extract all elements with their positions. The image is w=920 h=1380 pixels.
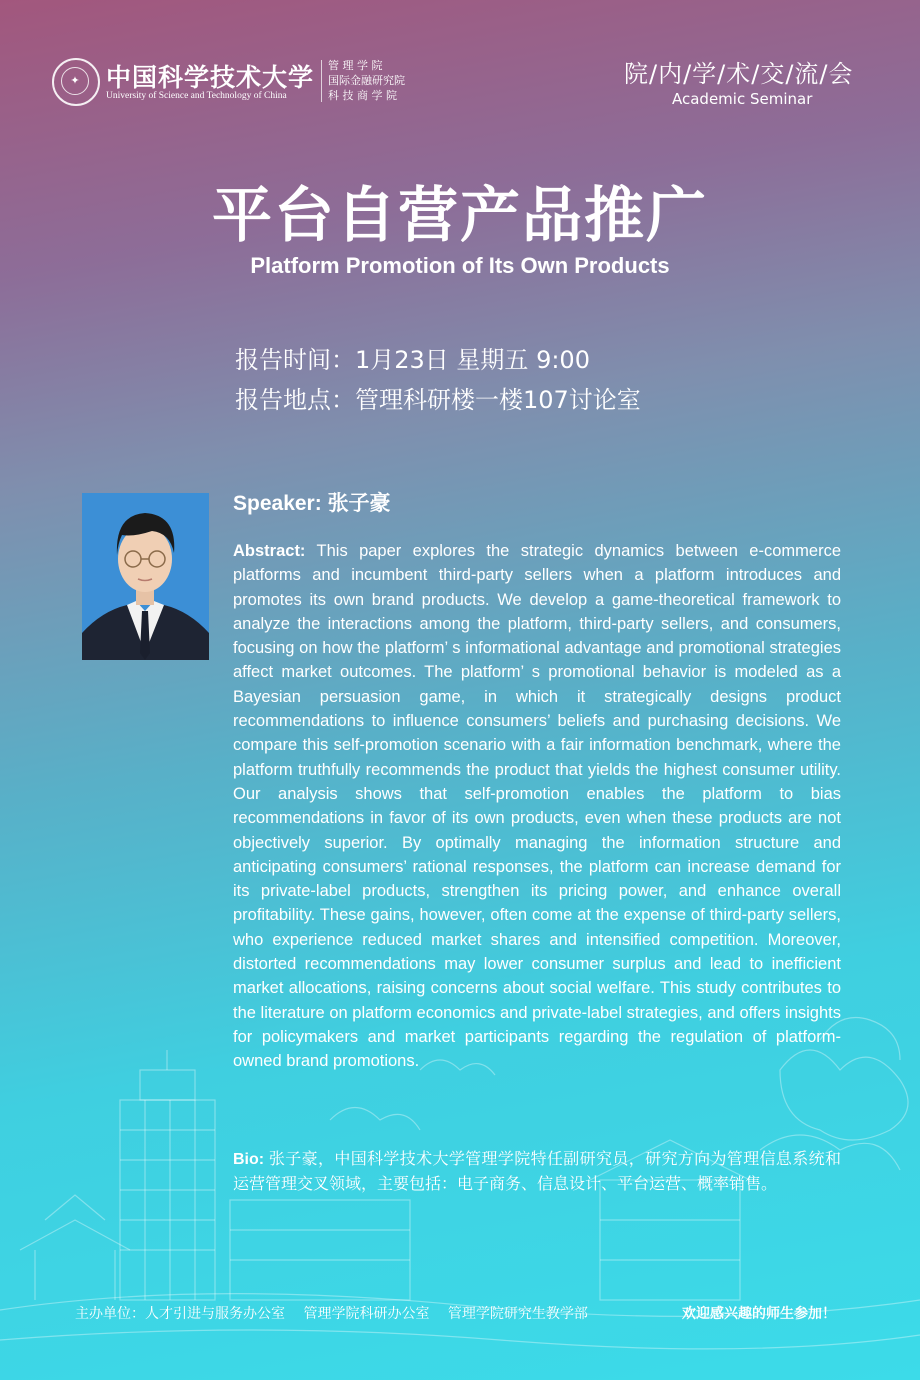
speaker-name: 张子豪 [327,492,391,515]
seminar-title-en: Academic Seminar [672,90,813,108]
logo-divider [321,60,322,102]
abstract-label: Abstract: [233,542,306,560]
university-name-cn: 中国科学技术大学 [106,63,315,92]
bio-text: 张子豪，中国科学技术大学管理学院特任副研究员，研究方向为管理信息系统和运营管理交叉领域，主要包括：电子商务、信息设计、平台运营、概率销售。 [233,1151,841,1193]
organizer-2: 管理学院科研办公室 [303,1306,430,1322]
talk-title-en: Platform Promotion of Its Own Products [250,253,670,278]
bio-block [233,1148,841,1197]
seminar-title-cn: 院/内/学/术/交/流/会 [624,60,854,88]
school-names [328,58,405,103]
speaker-label: Speaker: [233,492,322,515]
talk-title-cn: 平台自营产品推广 [212,181,708,251]
school-name-line: 科 技 商 学 院 [328,89,397,102]
talk-time: 报告时间：1月23日 星期五 9:00 [235,346,590,374]
university-seal-logo [52,58,100,106]
university-name-en: University of Science and Technology of China [106,91,287,101]
organizer-3: 管理学院研究生教学部 [447,1306,588,1322]
speaker-line [233,487,391,517]
seal-inner-ring: ✦ [61,67,89,95]
abstract-block [233,539,841,1074]
school-name-line: 国际金融研究院 [328,74,405,87]
bio-label: Bio: [233,1151,265,1168]
speaker-photo [82,493,209,660]
welcome-message: 欢迎感兴趣的师生参加！ [682,1306,836,1322]
speaker-portrait-illustration [82,493,209,660]
organizer-1: 主办单位：人才引进与服务办公室 [75,1306,285,1322]
organizers [75,1303,602,1323]
abstract-text: This paper explores the strategic dynamics between e-commerce platforms and incumbent third-party sellers when a platform introduces and promotes its own brand products. We develop a game-theoretical framework to analyze the interactions among the platform, third-party sellers, and consumers, focusing on how the platform’ s informational advantage and promotional strategies affect market outcomes. The platform’ s promotional behavior is modeled as a Bayesian persuasion game, in which it strategically designs product recommendations to influence consumers’ beliefs and purchasing decisions. We compare this self-promotion scenario with a fair information benchmark, where the platform truthfully recommends the product that yields the highest consumer utility. Our analysis shows that self-promotion enables the platform to bias recommendations in favor of its own products, even when these products are not objectively superior. By optimally managing the information structure and anticipating consumers’ rational responses, the platform can increase demand for its private-label products, strengthen its pricing power, and enhance overall profitability. These gains, however, often come at the expense of third-party sellers, who experience reduced market shares and intensified competition. Moreover, distorted recommendations may lower consumer surplus and lead to inefficient market allocations, raising concerns about social welfare. This study contributes to the literature on platform economics and private-label strategies, and offers insights for policymakers and market participants regarding the regulation of platform-owned brand promotions. [233,542,841,1071]
school-name-line: 管 理 学 院 [328,59,383,72]
talk-place: 报告地点：管理科研楼一楼107讨论室 [235,386,641,414]
